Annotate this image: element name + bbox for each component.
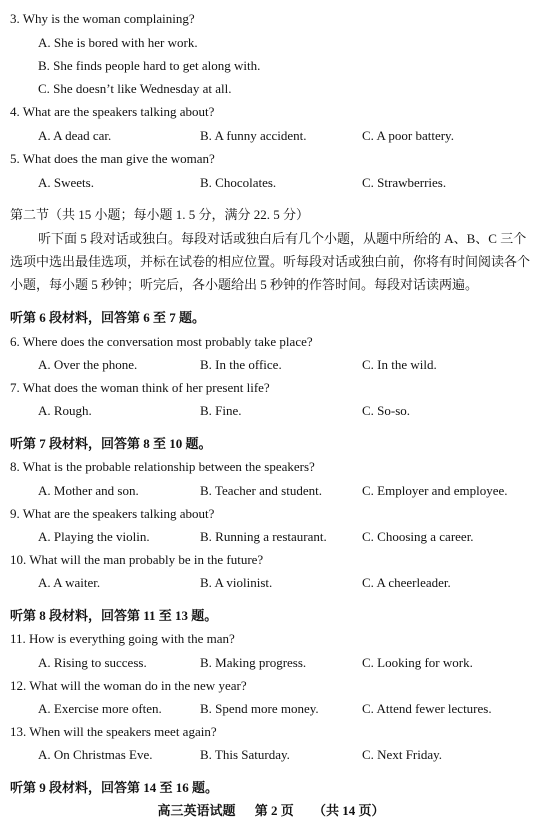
footer-subject: 高三英语试题: [157, 803, 236, 818]
option-4b: B. A funny accident.: [200, 128, 307, 143]
instructions-line-3: 小题，每小题 5 秒钟；听完后，各小题给出 5 秒钟的作答时间。每段对话读两遍。: [10, 277, 479, 292]
option-5a: A. Sweets.: [38, 175, 94, 190]
option-8c: C. Employer and employee.: [362, 483, 508, 498]
question-12: 12. What will the woman do in the new year?: [10, 678, 247, 693]
option-5b: B. Chocolates.: [200, 175, 277, 190]
option-11c: C. Looking for work.: [362, 655, 473, 670]
option-9a: A. Playing the violin.: [38, 529, 150, 544]
option-11b: B. Making progress.: [200, 655, 307, 670]
option-9b: B. Running a restaurant.: [200, 529, 327, 544]
material-9-heading: 听第 9 段材料，回答第 14 至 16 题。: [10, 780, 219, 795]
option-10a: A. A waiter.: [38, 575, 101, 590]
instructions-line-2: 选项中选出最佳选项，并标在试卷的相应位置。听每段对话或独白前，你将有时间阅读各个: [10, 254, 531, 269]
question-5: 5. What does the man give the woman?: [10, 151, 215, 166]
question-7: 7. What does the woman think of her present life?: [10, 380, 270, 395]
question-11: 11. How is everything going with the man?: [10, 631, 235, 646]
option-12a: A. Exercise more often.: [38, 701, 162, 716]
option-4c: C. A poor battery.: [362, 128, 454, 143]
question-8: 8. What is the probable relationship between the speakers?: [10, 459, 315, 474]
question-13: 13. When will the speakers meet again?: [10, 724, 217, 739]
option-7b: B. Fine.: [200, 403, 242, 418]
option-13c: C. Next Friday.: [362, 747, 443, 762]
option-10b: B. A violinist.: [200, 575, 273, 590]
option-6c: C. In the wild.: [362, 357, 437, 372]
option-12b: B. Spend more money.: [200, 701, 319, 716]
option-10c: C. A cheerleader.: [362, 575, 451, 590]
footer-page-number: 第 2 页: [254, 803, 294, 818]
option-3b: B. She finds people hard to get along with.: [38, 58, 261, 73]
option-6b: B. In the office.: [200, 357, 282, 372]
option-7a: A. Rough.: [38, 403, 92, 418]
question-9: 9. What are the speakers talking about?: [10, 506, 215, 521]
option-13b: B. This Saturday.: [200, 747, 290, 762]
question-10: 10. What will the man probably be in the future?: [10, 552, 264, 567]
section-title: 第二节（共 15 小题；每小题 1. 5 分，满分 22. 5 分）: [10, 207, 310, 222]
instructions-line-1: 听下面 5 段对话或独白。每段对话或独白后有几个小题，从题中所给的 A、B、C 三个: [38, 231, 527, 246]
option-8a: A. Mother and son.: [38, 483, 139, 498]
option-6a: A. Over the phone.: [38, 357, 138, 372]
option-12c: C. Attend fewer lectures.: [362, 701, 492, 716]
option-11a: A. Rising to success.: [38, 655, 147, 670]
option-5c: C. Strawberries.: [362, 175, 447, 190]
footer-total-pages: （共 14 页）: [313, 803, 385, 818]
material-7-heading: 听第 7 段材料，回答第 8 至 10 题。: [10, 436, 212, 451]
question-4: 4. What are the speakers talking about?: [10, 104, 215, 119]
question-3: 3. Why is the woman complaining?: [10, 11, 195, 26]
page-footer: [0, 803, 542, 819]
option-4a: A. A dead car.: [38, 128, 112, 143]
option-9c: C. Choosing a career.: [362, 529, 474, 544]
option-3c: C. She doesn’t like Wednesday at all.: [38, 81, 232, 96]
option-3a: A. She is bored with her work.: [38, 35, 198, 50]
material-6-heading: 听第 6 段材料，回答第 6 至 7 题。: [10, 310, 206, 325]
option-13a: A. On Christmas Eve.: [38, 747, 153, 762]
option-7c: C. So-so.: [362, 403, 411, 418]
question-6: 6. Where does the conversation most probably take place?: [10, 334, 313, 349]
material-8-heading: 听第 8 段材料，回答第 11 至 13 题。: [10, 608, 218, 623]
option-8b: B. Teacher and student.: [200, 483, 322, 498]
